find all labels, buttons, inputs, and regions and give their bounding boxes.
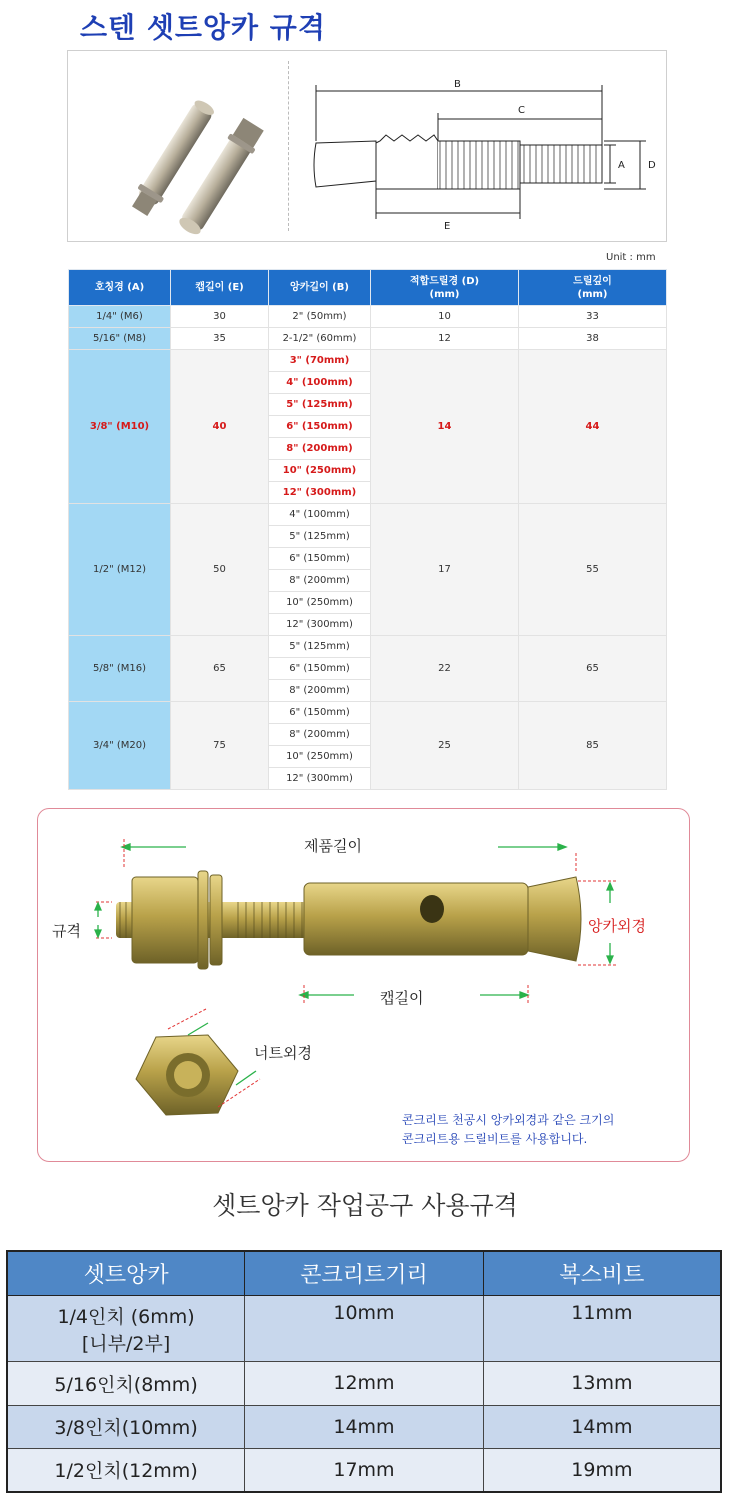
- tools-cell-drill: 14mm: [245, 1405, 484, 1448]
- spec-cell-depth: 44: [519, 350, 667, 504]
- spec-cell-size: 3/8" (M10): [69, 350, 171, 504]
- drill-note: [402, 1111, 614, 1149]
- spec-row: [69, 328, 667, 350]
- anchor-diagram-panel: [67, 50, 667, 242]
- spec-cell-length: 12" (300mm): [269, 614, 371, 636]
- drill-note-line1: 콘크리트 천공시 앙카외경과 같은 크기의: [402, 1113, 615, 1127]
- spec-cell-drill: 25: [371, 702, 519, 790]
- spec-cell-size: 3/4" (M20): [69, 702, 171, 790]
- spec-cell-drill: 17: [371, 504, 519, 636]
- spec-cell-length: 2-1/2" (60mm): [269, 328, 371, 350]
- spec-cell-length: 8" (200mm): [269, 680, 371, 702]
- dimension-drawing: [68, 51, 668, 243]
- spec-cell-length: 12" (300mm): [269, 482, 371, 504]
- tools-table: [6, 1250, 722, 1493]
- spec-cell-length: 6" (150mm): [269, 658, 371, 680]
- spec-cell-length: 10" (250mm): [269, 592, 371, 614]
- tools-cell-drill: 10mm: [245, 1295, 484, 1361]
- spec-header-cap: 캡길이 (E): [171, 270, 269, 306]
- spec-cell-length: 8" (200mm): [269, 724, 371, 746]
- tools-cell-anchor: 5/16인치(8mm): [7, 1361, 245, 1405]
- spec-cell-cap: 30: [171, 306, 269, 328]
- tools-cell-socket: 14mm: [483, 1405, 721, 1448]
- spec-cell-length: 6" (150mm): [269, 416, 371, 438]
- spec-cell-depth: 65: [519, 636, 667, 702]
- spec-cell-length: 10" (250mm): [269, 746, 371, 768]
- tools-anchor-size: 1/4인치 (6mm): [57, 1305, 195, 1328]
- dim-label-c: C: [518, 105, 525, 116]
- spec-table-body: [69, 306, 667, 790]
- spec-cell-length: 6" (150mm): [269, 548, 371, 570]
- spec-cell-length: 8" (200mm): [269, 438, 371, 460]
- spec-cell-length: 5" (125mm): [269, 394, 371, 416]
- spec-header-length: 앙카길이 (B): [269, 270, 371, 306]
- spec-cell-size: 5/8" (M16): [69, 636, 171, 702]
- spec-cell-length: 4" (100mm): [269, 504, 371, 526]
- spec-cell-length: 10" (250mm): [269, 460, 371, 482]
- label-nut-od: 너트외경: [254, 1044, 312, 1062]
- tools-cell-anchor: 3/8인치(10mm): [7, 1405, 245, 1448]
- spec-row: [69, 504, 667, 526]
- spec-cell-length: 12" (300mm): [269, 768, 371, 790]
- spec-cell-drill: 22: [371, 636, 519, 702]
- label-spec: 규격: [52, 922, 81, 940]
- unit-label: Unit : mm: [606, 252, 656, 263]
- spec-cell-length: 5" (125mm): [269, 636, 371, 658]
- spec-cell-size: 5/16" (M8): [69, 328, 171, 350]
- spec-cell-size: 1/2" (M12): [69, 504, 171, 636]
- dim-label-d: D: [648, 160, 656, 171]
- anchor-photo-panel: [37, 808, 690, 1162]
- annotated-anchor-photo: [38, 809, 691, 1163]
- tools-row: [7, 1448, 721, 1492]
- spec-cell-length: 2" (50mm): [269, 306, 371, 328]
- spec-cell-drill: 14: [371, 350, 519, 504]
- label-cap-length: 캡길이: [380, 989, 424, 1007]
- tools-cell-socket: 13mm: [483, 1361, 721, 1405]
- tools-header-drill: 콘크리트기리: [245, 1251, 484, 1295]
- tools-row: [7, 1361, 721, 1405]
- spec-row: [69, 350, 667, 372]
- spec-table: [68, 269, 667, 790]
- tools-row: [7, 1405, 721, 1448]
- spec-cell-length: 6" (150mm): [269, 702, 371, 724]
- spec-cell-length: 4" (100mm): [269, 372, 371, 394]
- spec-row: [69, 306, 667, 328]
- spec-cell-cap: 50: [171, 504, 269, 636]
- spec-cell-cap: 40: [171, 350, 269, 504]
- spec-header-size: 호칭경 (A): [69, 270, 171, 306]
- tools-cell-drill: 17mm: [245, 1448, 484, 1492]
- tools-header-anchor: 셋트앙카: [7, 1251, 245, 1295]
- spec-cell-cap: 35: [171, 328, 269, 350]
- spec-cell-depth: 38: [519, 328, 667, 350]
- spec-cell-drill: 10: [371, 306, 519, 328]
- spec-header-depth: 드릴깊이 (mm): [519, 270, 667, 306]
- tools-cell-anchor: 1/2인치(12mm): [7, 1448, 245, 1492]
- spec-cell-drill: 12: [371, 328, 519, 350]
- tools-header-socket: 복스비트: [483, 1251, 721, 1295]
- spec-cell-depth: 55: [519, 504, 667, 636]
- tools-cell-socket: 19mm: [483, 1448, 721, 1492]
- spec-cell-length: 8" (200mm): [269, 570, 371, 592]
- spec-cell-length: 5" (125mm): [269, 526, 371, 548]
- label-product-length: 제품길이: [304, 837, 362, 855]
- spec-cell-length: 3" (70mm): [269, 350, 371, 372]
- page-title: 스텐 셋트앙카 규격: [80, 11, 326, 44]
- tools-title: 셋트앙카 작업공구 사용규격: [212, 1191, 518, 1220]
- tools-anchor-sub: [니부/2부]: [81, 1332, 171, 1355]
- spec-cell-cap: 65: [171, 636, 269, 702]
- dim-label-e: E: [444, 221, 451, 232]
- drill-note-line2: 콘크리트용 드릴비트를 사용합니다.: [402, 1132, 588, 1146]
- tools-cell-socket: 11mm: [483, 1295, 721, 1361]
- label-anchor-od: 앙카외경: [588, 917, 646, 935]
- spec-cell-depth: 85: [519, 702, 667, 790]
- spec-row: [69, 636, 667, 658]
- dim-label-a: A: [618, 160, 625, 171]
- spec-cell-depth: 33: [519, 306, 667, 328]
- spec-cell-cap: 75: [171, 702, 269, 790]
- spec-row: [69, 702, 667, 724]
- dim-label-b: B: [454, 79, 461, 90]
- spec-header-drill: 적합드릴경 (D) (mm): [371, 270, 519, 306]
- tools-cell-anchor: [7, 1295, 245, 1361]
- tools-cell-drill: 12mm: [245, 1361, 484, 1405]
- tools-row: [7, 1295, 721, 1361]
- spec-cell-size: 1/4" (M6): [69, 306, 171, 328]
